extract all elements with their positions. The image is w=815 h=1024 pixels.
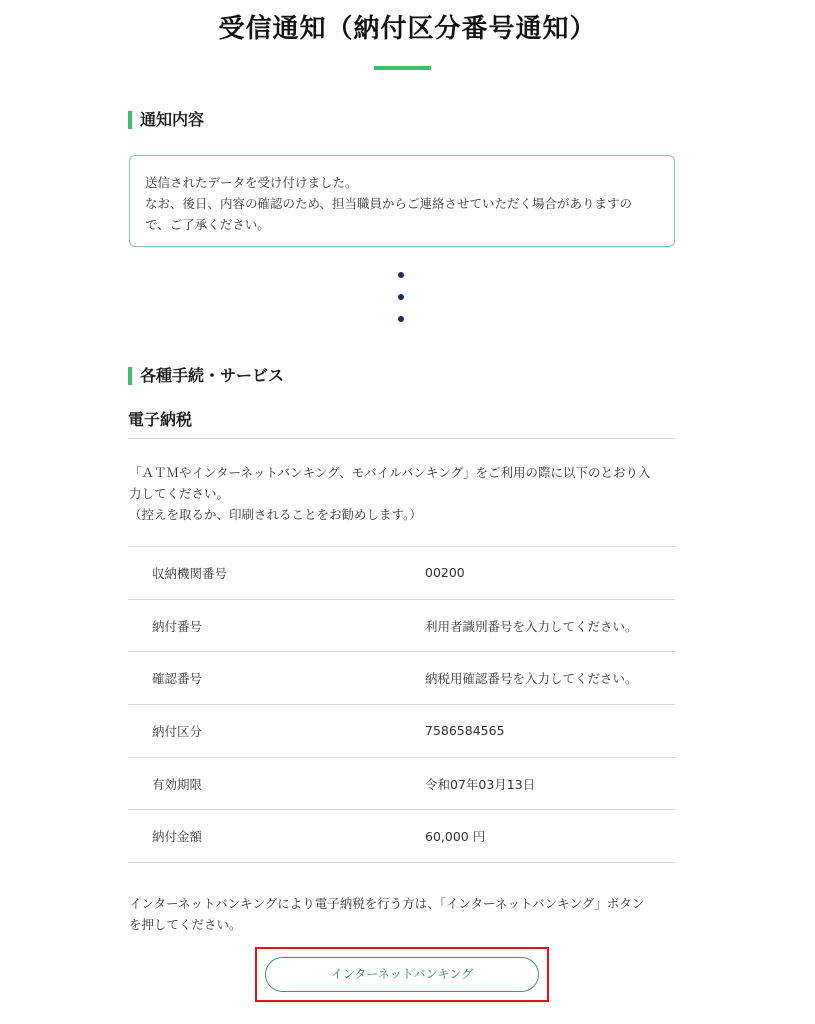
instruction-line: 力してください。 [129,486,230,501]
table-row [128,705,675,758]
instruction-text [129,462,677,525]
row-label: 納付区分 [152,723,203,739]
row-label: 有効期限 [152,776,203,792]
ellipsis-dot [398,316,404,322]
notice-line: 送信されたデータを受け付けました。 [145,175,358,190]
notice-line: で、ご了承ください。 [145,217,270,232]
table-row [128,758,675,811]
row-label: 納付番号 [152,618,203,634]
bottom-line: を押してください。 [129,917,242,932]
notice-line: なお、後日、内容の確認のため、担当職員からご連絡させていただく場合がありますの [145,196,633,211]
notice-heading: 通知内容 [128,109,204,131]
table-row [128,652,675,705]
e-tax-subheading: 電子納税 [128,407,675,439]
table-row [128,600,675,653]
internet-banking-button[interactable]: インターネットバンキング [265,957,539,992]
table-row [128,810,675,863]
payment-info-table [128,546,675,863]
row-value: 60,000 円 [425,829,486,845]
bottom-line: インターネットバンキングにより電子納税を行う方は、「インターネットバンキング」ボタン [129,896,645,911]
ellipsis-dot [398,272,404,278]
instruction-line: 「ＡＴＭやインターネットバンキング、モバイルバンキング」をご利用の際に以下のとおり入 [129,465,651,480]
notice-box [129,155,675,247]
ellipsis-dot [398,294,404,300]
instruction-line: （控えを取るか、印刷されることをお勧めします。） [129,507,422,522]
bottom-instruction [129,893,677,935]
row-value: 納税用確認番号を入力してください。 [425,671,638,687]
services-heading: 各種手続・サービス [128,365,284,387]
row-label: 確認番号 [152,671,203,687]
row-label: 収納機関番号 [152,565,228,581]
row-label: 納付金額 [152,829,203,845]
table-row [128,547,675,600]
title-underline [374,66,431,70]
row-value: 7586584565 [425,723,505,739]
row-value: 利用者識別番号を入力してください。 [425,618,638,634]
page-title: 受信通知（納付区分番号通知） [218,14,597,44]
row-value: 令和07年03月13日 [425,776,536,792]
row-value: 00200 [425,565,465,581]
